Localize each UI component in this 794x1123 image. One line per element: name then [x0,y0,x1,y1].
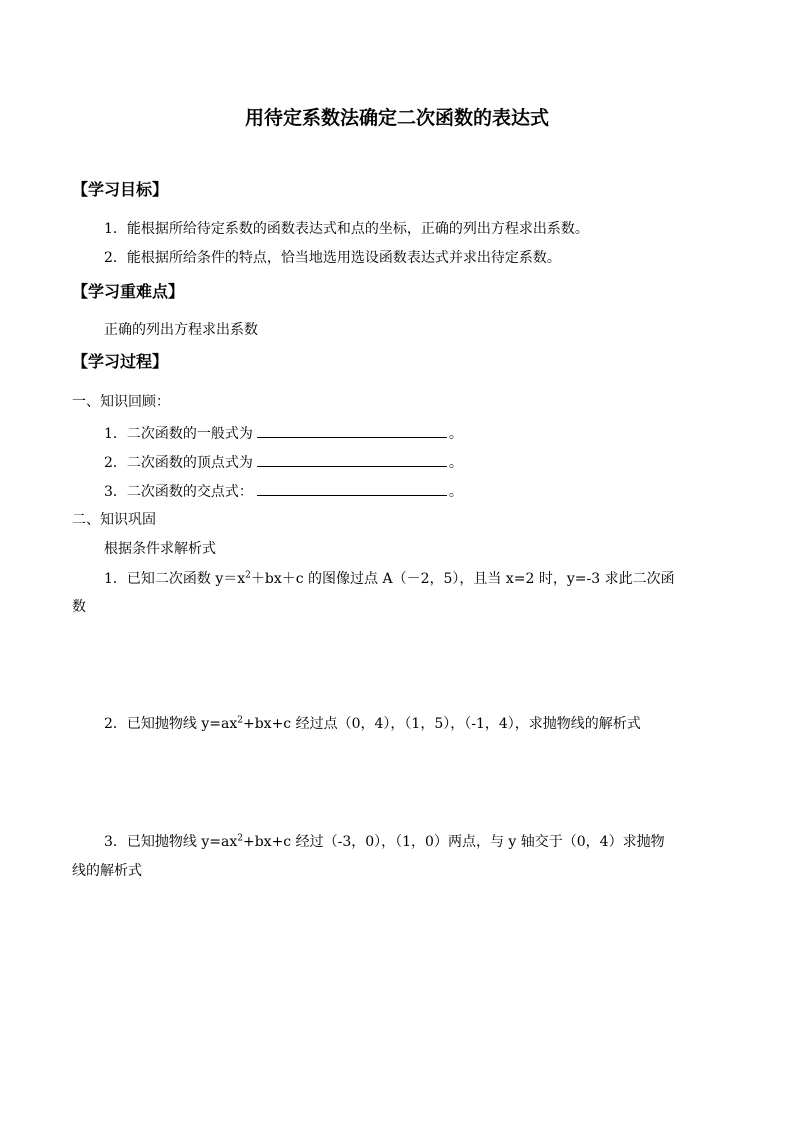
question-1-text-b: ＋bx＋c 的图像过点 A（－2，5），且当 x=2 时，y=-3 求此二次函 [250,571,675,587]
key-points-text: 正确的列出方程求出系数 [104,322,258,338]
question-1-line-1 [104,569,675,589]
answer-blank[interactable] [257,423,447,438]
objective-item-2 [104,248,561,268]
question-1-text-a: 1．已知二次函数 y＝x [104,571,246,587]
question-3-text-a: 3．已知抛物线 y=ax [104,834,238,850]
answer-blank[interactable] [257,481,447,496]
review-text: 二次函数的顶点式为 [126,455,253,471]
part1-heading: 一、知识回顾： [72,394,170,410]
review-num: 2． [104,455,127,471]
review-text: 二次函数的一般式为 [126,426,253,442]
review-item-1 [104,423,463,444]
question-2-text-b: +bx+c 经过点（0，4），（1，5），（-1，4），求抛物线的解析式 [242,716,641,732]
page-title: 用待定系数法确定二次函数的表达式 [244,107,549,129]
review-end: 。 [448,484,463,500]
superscript: 2 [237,833,243,844]
superscript: 2 [237,715,243,726]
objective-item-1 [104,219,589,239]
key-points-heading: 【学习重难点】 [72,282,185,301]
review-text: 二次函数的交点式： [126,484,253,500]
review-num: 1． [104,426,127,442]
question-2 [104,714,641,734]
question-1-line-2: 数 [72,599,86,615]
question-3-text-b: +bx+c 经过（-3，0），（1，0）两点，与 y 轴交于（0，4）求抛物 [242,834,665,850]
answer-blank[interactable] [257,452,447,467]
question-2-text-a: 2．已知抛物线 y=ax [104,716,238,732]
part2-subheading: 根据条件求解析式 [104,541,216,557]
objective-num: 1． [104,221,127,237]
review-end: 。 [448,455,463,471]
question-3-line-2: 线的解析式 [72,863,142,879]
review-item-3 [104,481,463,502]
objective-text: 能根据所给条件的特点，恰当地选用选设函数表达式并求出待定系数。 [126,250,561,266]
objectives-heading: 【学习目标】 [72,180,169,199]
question-3-line-1 [104,832,665,852]
objective-text: 能根据所给待定系数的函数表达式和点的坐标，正确的列出方程求出系数。 [126,221,589,237]
process-heading: 【学习过程】 [72,352,169,371]
part2-heading: 二、知识巩固 [72,512,156,528]
review-end: 。 [448,426,463,442]
objective-num: 2． [104,250,127,266]
review-item-2 [104,452,463,473]
review-num: 3． [104,484,127,500]
superscript: 2 [245,570,251,581]
